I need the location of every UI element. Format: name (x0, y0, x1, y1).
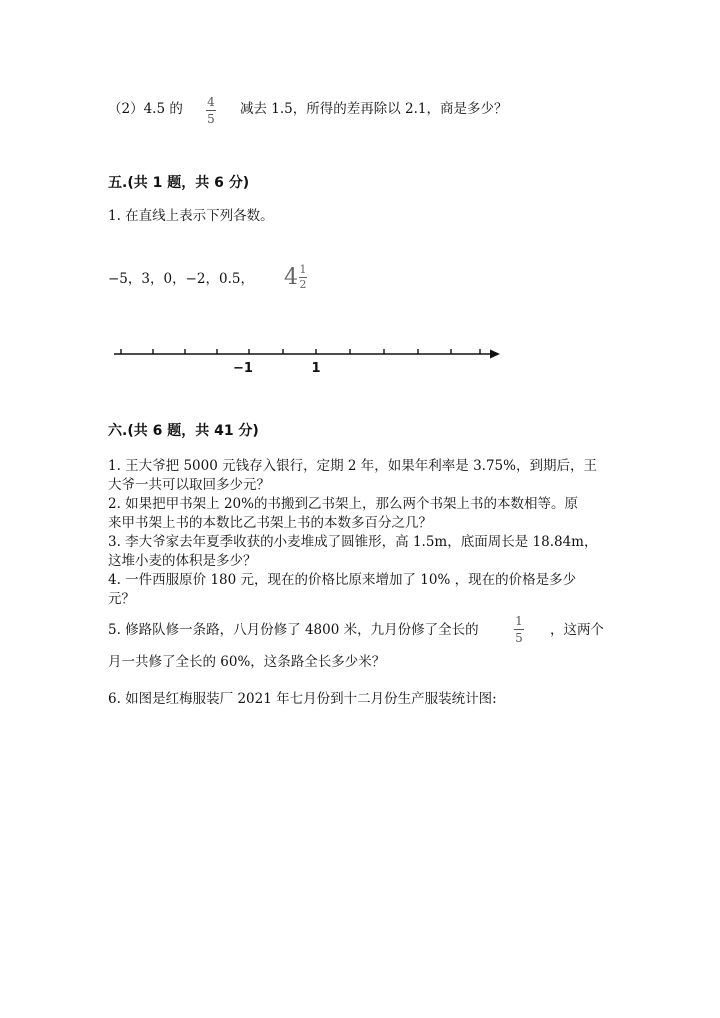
section6-title: 六.(共 6 题，共 41 分) (108, 423, 259, 439)
section5-number-list: −5，3，0，−2，0.5， (108, 271, 254, 287)
q5-fraction-bar (514, 629, 524, 630)
q2-text-before: （2）4.5 的 (108, 101, 183, 117)
q5-fraction (514, 614, 524, 645)
mixed-number-whole: 4 (284, 264, 298, 290)
q5-fraction-denominator: 5 (515, 631, 523, 645)
section6-q5-text-before: 5. 修路队修一条路，八月份修了 4800 米，九月份修了全长的 (108, 622, 479, 638)
section6-q1-line2: 大爷一共可以取回多少元？ (108, 477, 270, 493)
section6-q5-text-after: ，这两个 (550, 622, 604, 638)
section6-q6: 6. 如图是红梅服装厂 2021 年七月份到十二月份生产服装统计图: (108, 691, 497, 707)
section6-q2-line1: 2. 如果把甲书架上 20%的书搬到乙书架上，那么两个书架上书的本数相等。原 (108, 496, 578, 512)
q2-fraction-denominator: 5 (207, 112, 215, 126)
section6-q5-line2: 月一共修了全长的 60%，这条路全长多少米？ (108, 654, 386, 670)
section6-q3-line1: 3. 李大爷家去年夏季收获的小麦堆成了圆锥形，高 1.5m，底面周长是 18.84m， (108, 534, 598, 550)
section6-q1-line1: 1. 王大爷把 5000 元钱存入银行，定期 2 年，如果年利率是 3.75%，到期后，王 (108, 458, 597, 474)
number-line-label-neg1: −1 (233, 361, 253, 376)
section6-q2-line2: 来甲书架上书的本数比乙书架上书的本数多百分之几？ (108, 515, 432, 531)
section6-q4-line1: 4. 一件西服原价 180 元，现在的价格比原来增加了 10% ，现在的价格是多少 (108, 572, 577, 588)
section5-q1: 1. 在直线上表示下列各数。 (108, 208, 274, 224)
section6-q3-line2: 这堆小麦的体积是多少？ (108, 553, 257, 569)
section6-q4-line2: 元？ (108, 591, 135, 607)
section5-title: 五.(共 1 题，共 6 分) (108, 175, 250, 191)
mixed-number-denominator: 2 (299, 278, 307, 291)
q2-fraction-numerator: 4 (207, 95, 215, 109)
number-line-label-1: 1 (311, 361, 321, 376)
number-line-arrow (490, 350, 500, 359)
mixed-number-numerator: 1 (299, 263, 307, 276)
q2-text-after: 减去 1.5，所得的差再除以 2.1，商是多少？ (240, 101, 508, 117)
q5-fraction-numerator: 1 (515, 614, 523, 628)
